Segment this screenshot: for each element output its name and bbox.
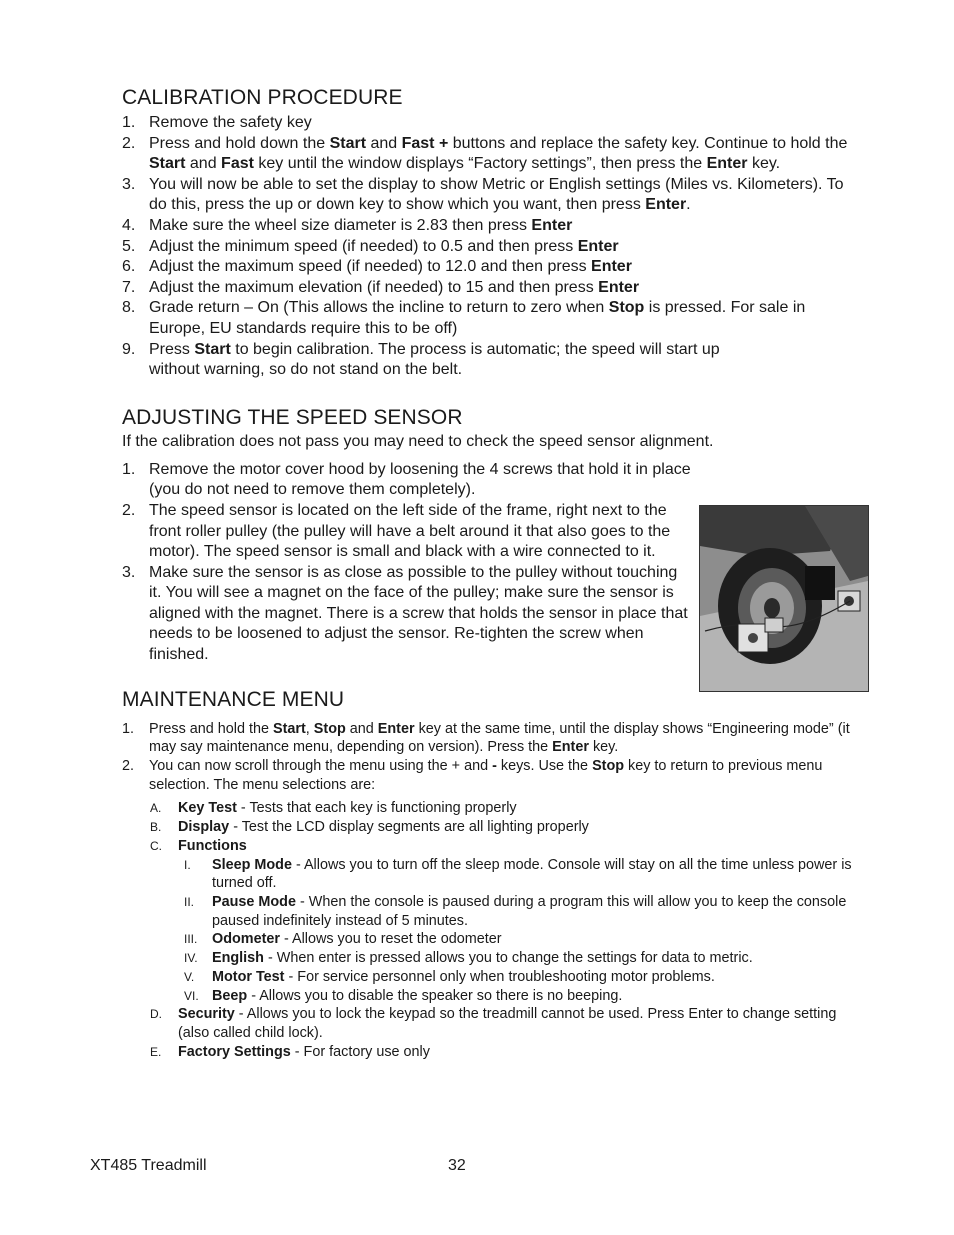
list-item (122, 278, 862, 299)
list-item (122, 1005, 862, 1042)
list-item-number: 1. (122, 114, 136, 131)
list-item (122, 799, 862, 818)
list-item-text: Functions (178, 837, 247, 854)
list-item-text: English - When enter is pressed allows you to change the settings for data to metric. (212, 950, 753, 967)
list-item-text: Sleep Mode - Allows you to turn off the sleep mode. Console will stay on all the time unless power is turned off. (212, 856, 852, 892)
list-item-text: You can now scroll through the menu using the + and - keys. Use the Stop key to return to previous menu selection. The menu selections are: (149, 758, 823, 793)
functions-list (122, 856, 862, 1006)
list-item (122, 298, 862, 339)
maintenance-steps (122, 720, 862, 1062)
list-item (122, 216, 862, 237)
list-item-number: 2. (122, 501, 136, 519)
list-item-text: Display - Test the LCD display segments are all lighting properly (178, 819, 589, 836)
list-item (122, 134, 862, 175)
list-item (122, 113, 862, 134)
list-item-number: III. (184, 932, 198, 947)
menu-selection-list-2 (122, 1005, 862, 1061)
list-item-number: VI. (184, 988, 199, 1003)
list-item (122, 968, 862, 987)
list-item-number: D. (150, 1007, 162, 1022)
list-item-text: Remove the safety key (149, 114, 312, 131)
list-item (122, 837, 862, 856)
pulley-sensor-illustration (700, 506, 868, 691)
list-item-number: C. (150, 838, 162, 853)
list-item-number: 2. (122, 758, 135, 775)
list-item-number: 1. (122, 460, 136, 478)
list-item-number: E. (150, 1044, 162, 1059)
list-item (122, 856, 862, 893)
speed-sensor-intro: If the calibration does not pass you may need to check the speed sensor alignment. (122, 432, 714, 450)
list-item-text: Press and hold the Start, Stop and Enter key at the same time, until the display shows “Engineering mode” (it may say maintenance menu, depending on version). Press the Enter key. (149, 720, 850, 756)
list-item-text: Key Test - Tests that each key is functioning properly (178, 800, 517, 817)
speed-sensor-photo (699, 505, 869, 692)
list-item (122, 501, 694, 563)
calibration-steps (122, 113, 862, 381)
list-item (122, 257, 862, 278)
list-item-number: IV. (184, 951, 198, 966)
list-item-number: 1. (122, 720, 135, 737)
list-item (122, 818, 862, 837)
list-item-number: II. (184, 894, 195, 909)
list-item-number: I. (184, 857, 191, 872)
list-item-text: Security - Allows you to lock the keypad so the treadmill cannot be used. Press Enter to change setting (also called child lock). (178, 1006, 837, 1041)
list-item-number: 9. (122, 340, 136, 358)
list-item-text: Pause Mode - When the console is paused during a program this will allow you to keep the console paused indefinitely instead of 5 minutes. (212, 893, 847, 929)
list-item-number: A. (150, 801, 162, 816)
list-item (122, 987, 862, 1006)
list-item-number: 7. (122, 278, 136, 296)
list-item-number: 5. (122, 237, 136, 255)
list-item-number: 3. (122, 563, 136, 581)
calibration-title: CALIBRATION PROCEDURE (122, 86, 403, 109)
list-item (122, 340, 862, 381)
list-item-text: Motor Test - For service personnel only when troubleshooting motor problems. (212, 968, 715, 985)
list-item-text: Adjust the maximum elevation (if needed) to 15 and then press Enter (149, 278, 640, 296)
list-item (122, 757, 862, 794)
list-item-number: V. (184, 969, 195, 984)
list-item (122, 460, 694, 501)
list-item (122, 175, 862, 216)
list-item-text: Press and hold down the Start and Fast + buttons and replace the safety key. Continue to hold the Start and Fast key until the window displays “Factory settings”, then press the Enter key. (149, 134, 848, 173)
list-item-text: Adjust the minimum speed (if needed) to 0.5 and then press Enter (149, 237, 619, 255)
list-item-text: Press Start to begin calibration. The process is automatic; the speed will start up without warning, so do not stand on the belt. (149, 340, 720, 379)
list-item (122, 893, 862, 930)
footer-page-number: 32 (448, 1157, 466, 1174)
list-item (122, 949, 862, 968)
list-item-text: Remove the motor cover hood by loosening the 4 screws that hold it in place (you do not need to remove them completely). (149, 460, 691, 499)
list-item-text: Adjust the maximum speed (if needed) to 12.0 and then press Enter (149, 258, 632, 276)
list-item-number: 8. (122, 299, 136, 317)
list-item-number: 2. (122, 134, 136, 152)
list-item-text: Grade return – On (This allows the incline to return to zero when Stop is pressed. For sale in Europe, EU standards require this to be off) (149, 299, 806, 337)
maintenance-title: MAINTENANCE MENU (122, 687, 345, 711)
maintenance-main-list (122, 720, 862, 795)
list-item-number: 4. (122, 216, 136, 234)
speed-sensor-steps (122, 460, 694, 666)
menu-selection-list (122, 799, 862, 855)
list-item-text: Make sure the sensor is as close as possible to the pulley without touching it. You will see a magnet on the face of the pulley; make sure the sensor is aligned with the magnet. There is a screw that holds the sensor in place that needs to be loosened to adjust the sensor. Re-tighten the screw when finished. (149, 563, 688, 664)
list-item-text: The speed sensor is located on the left side of the frame, right next to the front roller pulley (the pulley will have a belt around it that also goes to the motor). The speed sensor is small and black with a wire connected to it. (149, 501, 671, 561)
list-item-text: Make sure the wheel size diameter is 2.83 then press Enter (149, 216, 573, 234)
list-item (122, 720, 862, 757)
list-item-text: You will now be able to set the display to show Metric or English settings (Miles vs. Kilometers). To do this, press the up or down key to show which you want, then press Enter. (149, 175, 844, 214)
list-item (122, 237, 862, 258)
list-item (122, 563, 694, 666)
list-item-text: Beep - Allows you to disable the speaker so there is no beeping. (212, 987, 623, 1004)
list-item (122, 930, 862, 949)
list-item-text: Odometer - Allows you to reset the odometer (212, 931, 502, 948)
list-item-number: 3. (122, 175, 136, 193)
list-item-number: 6. (122, 258, 136, 276)
list-item-number: B. (150, 820, 162, 835)
speed-sensor-title: ADJUSTING THE SPEED SENSOR (122, 405, 463, 429)
list-item (122, 1043, 862, 1062)
footer-product: XT485 Treadmill (90, 1157, 207, 1174)
list-item-text: Factory Settings - For factory use only (178, 1043, 430, 1060)
